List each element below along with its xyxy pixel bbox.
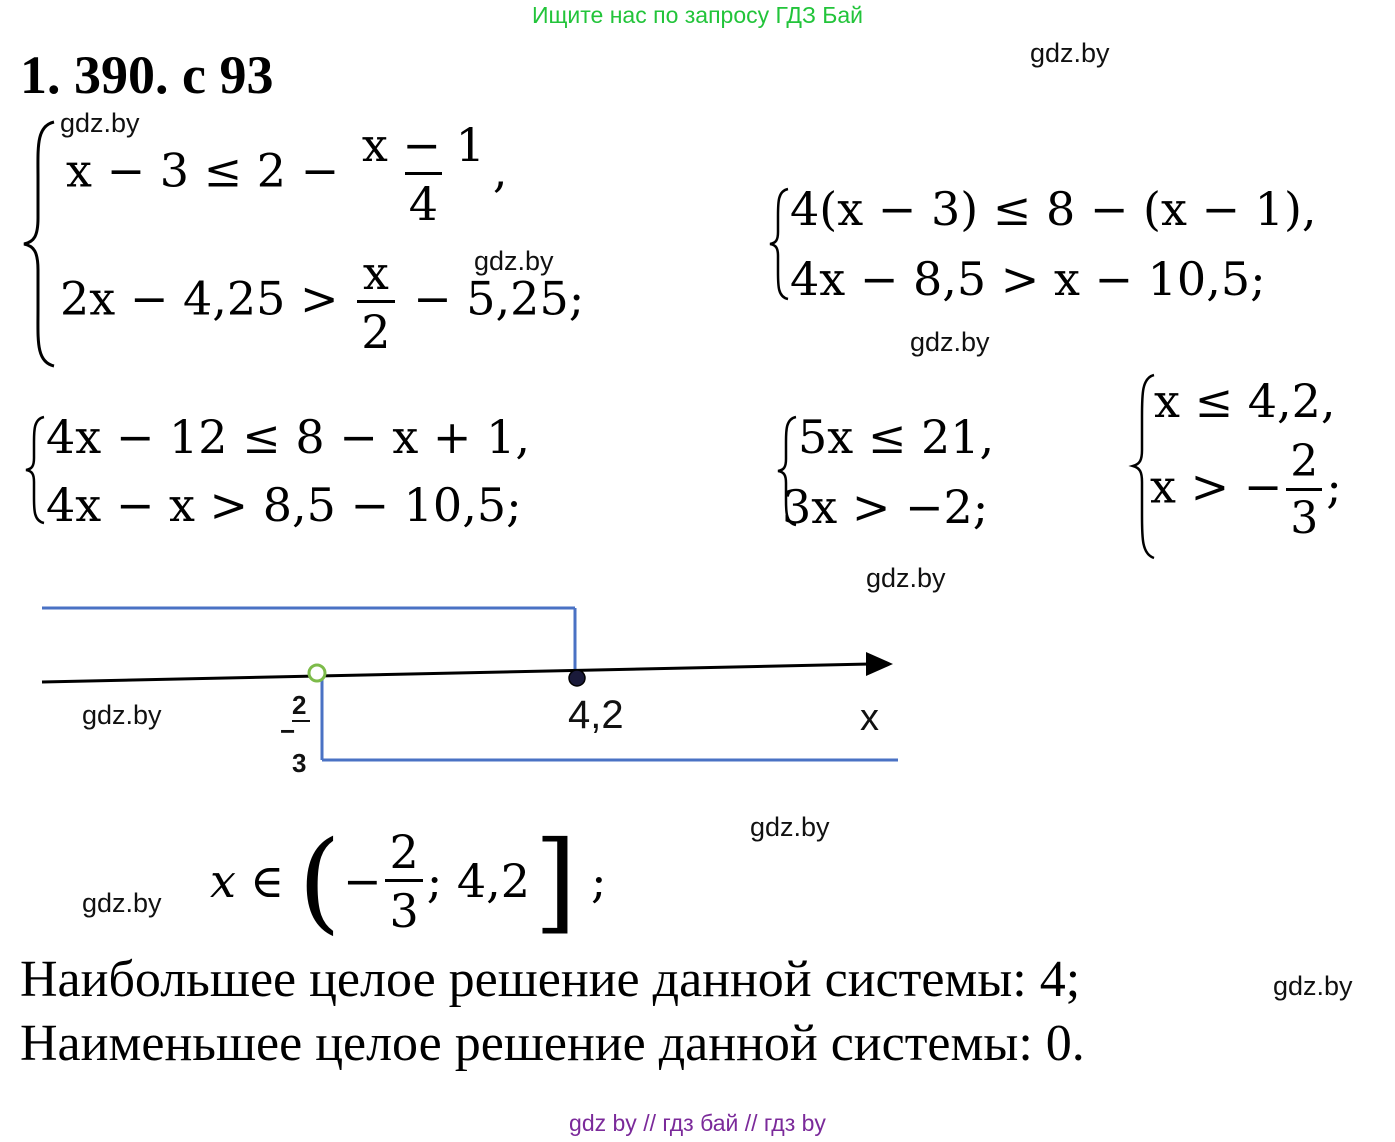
- element-of-symbol: ∈: [249, 854, 285, 908]
- system-1-line-2: [60, 246, 585, 359]
- system-5-line-1: x ≤ 4,2,: [1154, 374, 1336, 428]
- left-brace: [22, 414, 48, 526]
- search-hint: Ищите нас по запросу ГДЗ Бай: [531, 2, 864, 28]
- expr-lhs: x − 3 ≤ 2 −: [66, 143, 354, 198]
- axis-line: [42, 664, 870, 682]
- system-5-line-2: [1150, 436, 1342, 544]
- system-2-line-1: 4(x − 3) ≤ 8 − (x − 1),: [790, 182, 1317, 236]
- problem-title: 1. 390. с 93: [20, 45, 274, 105]
- watermark: gdz.by: [750, 812, 830, 842]
- left-brace: [766, 186, 792, 302]
- system-3-line-2: 4x − x > 8,5 − 10,5;: [46, 478, 522, 532]
- fraction: [358, 118, 489, 231]
- watermark: gdz.by: [60, 108, 140, 138]
- fraction: [357, 246, 394, 359]
- open-bracket: (: [298, 817, 341, 945]
- denominator: 4: [405, 172, 442, 227]
- watermark: gdz.by: [474, 246, 554, 276]
- answer-expression: [210, 817, 607, 945]
- expr-lhs: x > −: [1150, 459, 1283, 514]
- expr-lhs: 2x − 4,25 >: [60, 271, 354, 326]
- upper-bound: ; 4,2: [426, 854, 531, 908]
- fraction: [1286, 436, 1322, 544]
- numerator: x − 1: [361, 118, 485, 172]
- watermark: gdz.by: [1030, 38, 1110, 68]
- footer-links[interactable]: gdz by // гдз бай // гдз by: [569, 1110, 826, 1136]
- left-brace: [18, 118, 58, 370]
- left-point-denominator: 3: [292, 748, 307, 778]
- right-point-label: 4,2: [568, 693, 624, 737]
- left-point-numerator: 2: [292, 690, 307, 720]
- numerator: 2: [389, 824, 419, 879]
- denominator: 3: [1286, 488, 1322, 541]
- watermark: gdz.by: [910, 327, 990, 357]
- expr-end: ;: [1326, 459, 1342, 514]
- system-4-line-2: 3x > −2;: [782, 480, 989, 534]
- axis-label: x: [860, 697, 879, 739]
- axis-arrow-icon: [866, 652, 893, 676]
- close-bracket: ]: [534, 817, 577, 945]
- expr-end: − 5,25;: [398, 271, 585, 326]
- answer-variable: x: [210, 854, 236, 908]
- numerator: 2: [1290, 436, 1319, 487]
- answer-end: ;: [590, 854, 607, 908]
- fraction: [385, 824, 422, 938]
- denominator: 2: [357, 300, 394, 355]
- minus-sign: −: [342, 854, 382, 908]
- left-point-sign: −: [280, 716, 296, 746]
- closed-point: [569, 670, 585, 686]
- denominator: 3: [385, 879, 422, 934]
- number-line: [0, 590, 920, 790]
- numerator: x: [362, 246, 389, 300]
- system-3-line-1: 4x − 12 ≤ 8 − x + 1,: [46, 410, 530, 464]
- conclusion-max: Наибольшее целое решение данной системы: 4;: [20, 951, 1081, 1008]
- open-point: [309, 665, 325, 681]
- watermark: gdz.by: [82, 700, 162, 730]
- system-4-line-1: 5x ≤ 21,: [798, 410, 995, 464]
- watermark: gdz.by: [82, 888, 162, 918]
- system-2-line-2: 4x − 8,5 > x − 10,5;: [790, 252, 1266, 306]
- expr-end: ,: [492, 143, 508, 198]
- watermark: gdz.by: [866, 563, 946, 593]
- conclusion-min: Наименьшее целое решение данной системы: 0.: [20, 1015, 1085, 1072]
- watermark: gdz.by: [1273, 971, 1353, 1001]
